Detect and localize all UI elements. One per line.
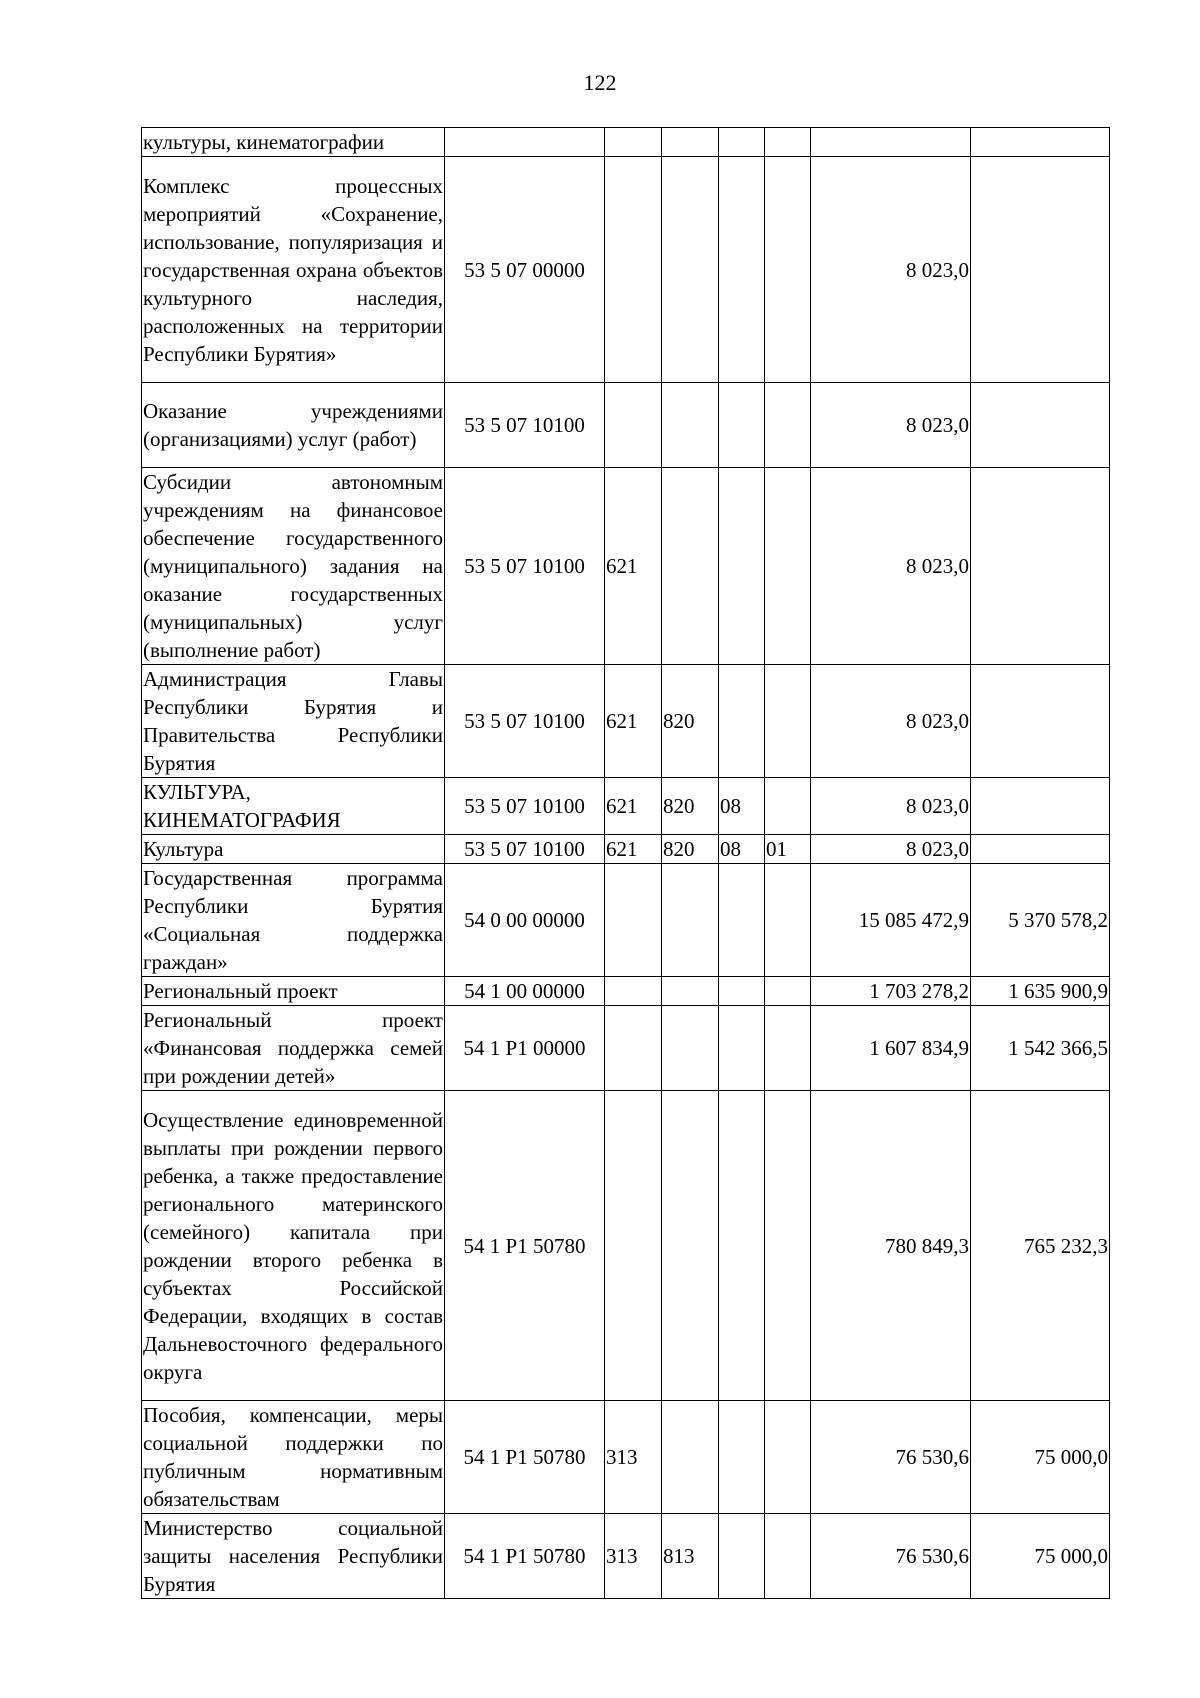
expense-type-code	[605, 157, 662, 383]
table-row	[142, 835, 1110, 864]
row-name: Оказание учреждениями (организациями) услуг (работ)	[142, 383, 445, 468]
table-row	[142, 157, 1110, 383]
amount-federal	[971, 835, 1110, 864]
administrator-code: 820	[662, 835, 719, 864]
target-article-code: 54 1 P1 50780	[445, 1514, 605, 1599]
expense-type-code	[605, 128, 662, 157]
subsection-code	[765, 977, 811, 1006]
administrator-code	[662, 1091, 719, 1401]
target-article-code: 53 5 07 10100	[445, 468, 605, 665]
subsection-code	[765, 1514, 811, 1599]
expense-type-code: 621	[605, 468, 662, 665]
administrator-code	[662, 468, 719, 665]
amount-total: 76 530,6	[811, 1514, 971, 1599]
subsection-code	[765, 864, 811, 977]
target-article-code: 54 1 00 00000	[445, 977, 605, 1006]
row-name: Пособия, компенсации, меры социальной поддержки по публичным нормативным обязательствам	[142, 1401, 445, 1514]
target-article-code: 54 1 P1 50780	[445, 1091, 605, 1401]
section-code	[719, 1006, 765, 1091]
row-name: Культура	[142, 835, 445, 864]
amount-federal	[971, 468, 1110, 665]
amount-total: 8 023,0	[811, 665, 971, 778]
target-article-code	[445, 128, 605, 157]
administrator-code	[662, 383, 719, 468]
subsection-code	[765, 778, 811, 835]
section-code	[719, 128, 765, 157]
table-row	[142, 1514, 1110, 1599]
expense-type-code	[605, 977, 662, 1006]
administrator-code: 820	[662, 778, 719, 835]
section-code	[719, 1401, 765, 1514]
section-code	[719, 383, 765, 468]
expense-type-code: 621	[605, 835, 662, 864]
administrator-code	[662, 1401, 719, 1514]
administrator-code	[662, 157, 719, 383]
subsection-code	[765, 128, 811, 157]
target-article-code: 54 0 00 00000	[445, 864, 605, 977]
amount-total: 1 607 834,9	[811, 1006, 971, 1091]
section-code	[719, 665, 765, 778]
table-row	[142, 128, 1110, 157]
amount-federal: 75 000,0	[971, 1401, 1110, 1514]
amount-total	[811, 128, 971, 157]
row-name: КУЛЬТУРА, КИНЕМАТОГРАФИЯ	[142, 778, 445, 835]
row-name: Региональный проект	[142, 977, 445, 1006]
amount-federal: 5 370 578,2	[971, 864, 1110, 977]
table-row	[142, 383, 1110, 468]
expense-type-code	[605, 383, 662, 468]
amount-total: 8 023,0	[811, 468, 971, 665]
row-name: Государственная программа Республики Бурятия «Социальная поддержка граждан»	[142, 864, 445, 977]
administrator-code	[662, 864, 719, 977]
amount-total: 8 023,0	[811, 835, 971, 864]
amount-federal	[971, 665, 1110, 778]
target-article-code: 53 5 07 00000	[445, 157, 605, 383]
table-row	[142, 778, 1110, 835]
subsection-code	[765, 1006, 811, 1091]
target-article-code: 53 5 07 10100	[445, 383, 605, 468]
subsection-code	[765, 665, 811, 778]
amount-federal	[971, 157, 1110, 383]
amount-total: 780 849,3	[811, 1091, 971, 1401]
amount-total: 76 530,6	[811, 1401, 971, 1514]
row-name: культуры, кинематографии	[142, 128, 445, 157]
subsection-code	[765, 157, 811, 383]
page-number: 122	[583, 70, 617, 95]
row-name: Осуществление единовременной выплаты при рождении первого ребенка, а также предоставление регионального материнского (семейного) капитала при рождении второго ребенка в субъектах Российской Федерации, входящих в состав Дальневосточного федерального округа	[142, 1091, 445, 1401]
section-code	[719, 864, 765, 977]
amount-total: 8 023,0	[811, 383, 971, 468]
section-code	[719, 1514, 765, 1599]
amount-total: 15 085 472,9	[811, 864, 971, 977]
expense-type-code: 621	[605, 665, 662, 778]
section-code	[719, 977, 765, 1006]
amount-total: 1 703 278,2	[811, 977, 971, 1006]
amount-total: 8 023,0	[811, 778, 971, 835]
table-row	[142, 665, 1110, 778]
section-code: 08	[719, 835, 765, 864]
subsection-code	[765, 468, 811, 665]
amount-federal	[971, 383, 1110, 468]
table-row	[142, 1401, 1110, 1514]
subsection-code	[765, 383, 811, 468]
expense-type-code	[605, 1091, 662, 1401]
administrator-code	[662, 128, 719, 157]
section-code	[719, 468, 765, 665]
row-name: Комплекс процессных мероприятий «Сохранение, использование, популяризация и государственная охрана объектов культурного наследия, расположенных на территории Республики Бурятия»	[142, 157, 445, 383]
expense-type-code: 313	[605, 1401, 662, 1514]
section-code: 08	[719, 778, 765, 835]
amount-federal	[971, 128, 1110, 157]
table-row	[142, 468, 1110, 665]
subsection-code	[765, 1091, 811, 1401]
section-code	[719, 157, 765, 383]
administrator-code: 813	[662, 1514, 719, 1599]
table-row	[142, 864, 1110, 977]
row-name: Администрация Главы Республики Бурятия и Правительства Республики Бурятия	[142, 665, 445, 778]
amount-total: 8 023,0	[811, 157, 971, 383]
administrator-code: 820	[662, 665, 719, 778]
amount-federal: 1 542 366,5	[971, 1006, 1110, 1091]
subsection-code: 01	[765, 835, 811, 864]
target-article-code: 53 5 07 10100	[445, 778, 605, 835]
target-article-code: 54 1 P1 00000	[445, 1006, 605, 1091]
table-row	[142, 1091, 1110, 1401]
amount-federal	[971, 778, 1110, 835]
section-code	[719, 1091, 765, 1401]
target-article-code: 53 5 07 10100	[445, 665, 605, 778]
expense-type-code	[605, 864, 662, 977]
expense-type-code: 313	[605, 1514, 662, 1599]
row-name: Субсидии автономным учреждениям на финансовое обеспечение государственного (муниципального) задания на оказание государственных (муниципальных) услуг (выполнение работ)	[142, 468, 445, 665]
subsection-code	[765, 1401, 811, 1514]
table-row	[142, 977, 1110, 1006]
administrator-code	[662, 1006, 719, 1091]
row-name: Министерство социальной защиты населения Республики Бурятия	[142, 1514, 445, 1599]
amount-federal: 1 635 900,9	[971, 977, 1110, 1006]
amount-federal: 75 000,0	[971, 1514, 1110, 1599]
target-article-code: 54 1 P1 50780	[445, 1401, 605, 1514]
row-name: Региональный проект «Финансовая поддержка семей при рождении детей»	[142, 1006, 445, 1091]
expense-type-code	[605, 1006, 662, 1091]
budget-table	[141, 127, 1110, 1599]
target-article-code: 53 5 07 10100	[445, 835, 605, 864]
table-row	[142, 1006, 1110, 1091]
expense-type-code: 621	[605, 778, 662, 835]
administrator-code	[662, 977, 719, 1006]
amount-federal: 765 232,3	[971, 1091, 1110, 1401]
